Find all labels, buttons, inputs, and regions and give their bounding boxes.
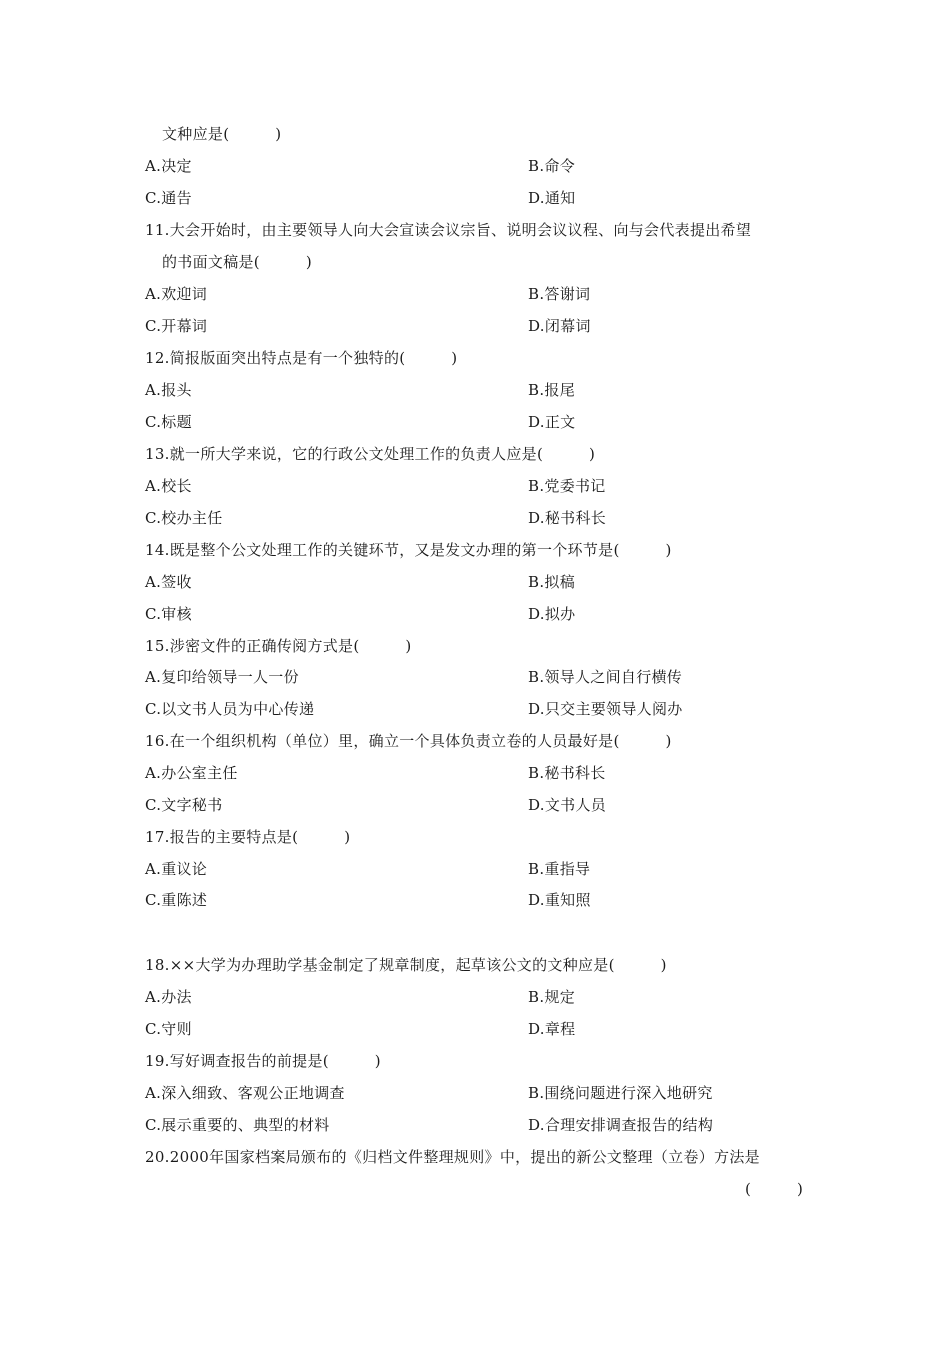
q10-option-d: D.通知: [528, 189, 576, 207]
q14-option-c: C.审核: [145, 605, 192, 623]
q11-stem-line2: 的书面文稿是( ): [162, 253, 313, 271]
q18-option-a: A.办法: [145, 988, 192, 1006]
q12-option-a: A.报头: [145, 381, 192, 399]
q13-option-c: C.校办主任: [145, 509, 223, 527]
q11-option-b: B.答谢词: [528, 285, 591, 303]
q13-option-b: B.党委书记: [528, 477, 606, 495]
q19-option-d: D.合理安排调查报告的结构: [528, 1116, 714, 1134]
q10-option-b: B.命令: [528, 157, 575, 175]
q12-option-b: B.报尾: [528, 381, 575, 399]
q19-stem: 19.写好调查报告的前提是( ): [145, 1052, 381, 1070]
q17-option-d: D.重知照: [528, 891, 591, 909]
q20-stem: 20.2000年国家档案局颁布的《归档文件整理规则》中，提出的新公文整理（立卷）方法是: [145, 1148, 760, 1166]
q16-stem: 16.在一个组织机构（单位）里，确立一个具体负责立卷的人员最好是( ): [145, 732, 672, 750]
q16-option-b: B.秘书科长: [528, 764, 606, 782]
q14-stem: 14.既是整个公文处理工作的关键环节，又是发文办理的第一个环节是( ): [145, 541, 672, 559]
q14-option-a: A.签收: [145, 573, 192, 591]
q11-option-c: C.开幕词: [145, 317, 208, 335]
q17-option-a: A.重议论: [145, 860, 208, 878]
q18-option-d: D.章程: [528, 1020, 576, 1038]
q20-answer-blank: ( ): [745, 1180, 804, 1198]
q15-stem: 15.涉密文件的正确传阅方式是( ): [145, 637, 412, 655]
q17-option-c: C.重陈述: [145, 891, 208, 909]
q12-stem: 12.简报版面突出特点是有一个独特的( ): [145, 349, 458, 367]
q10-option-a: A.决定: [145, 157, 192, 175]
q15-option-a: A.复印给领导一人一份: [145, 668, 299, 686]
q13-option-d: D.秘书科长: [528, 509, 607, 527]
q12-option-d: D.正文: [528, 413, 576, 431]
q12-option-c: C.标题: [145, 413, 192, 431]
q15-option-b: B.领导人之间自行横传: [528, 668, 683, 686]
q19-option-a: A.深入细致、客观公正地调查: [145, 1084, 345, 1102]
q14-option-b: B.拟稿: [528, 573, 575, 591]
q13-stem: 13.就一所大学来说，它的行政公文处理工作的负责人应是( ): [145, 445, 596, 463]
q16-option-a: A.办公室主任: [145, 764, 238, 782]
q11-option-a: A.欢迎词: [145, 285, 208, 303]
q18-option-c: C.守则: [145, 1020, 192, 1038]
q19-option-b: B.围绕问题进行深入地研究: [528, 1084, 713, 1102]
q16-option-c: C.文字秘书: [145, 796, 223, 814]
q10-stem-continued: 文种应是( ): [162, 125, 282, 143]
q18-stem: 18.××大学为办理助学基金制定了规章制度，起草该公文的文种应是( ): [145, 956, 667, 974]
q10-option-c: C.通告: [145, 189, 192, 207]
q17-option-b: B.重指导: [528, 860, 591, 878]
q14-option-d: D.拟办: [528, 605, 576, 623]
q16-option-d: D.文书人员: [528, 796, 607, 814]
q15-option-d: D.只交主要领导人阅办: [528, 700, 683, 718]
q18-option-b: B.规定: [528, 988, 575, 1006]
q17-stem: 17.报告的主要特点是( ): [145, 828, 351, 846]
q13-option-a: A.校长: [145, 477, 192, 495]
q11-option-d: D.闭幕词: [528, 317, 591, 335]
q15-option-c: C.以文书人员为中心传递: [145, 700, 315, 718]
q11-stem-line1: 11.大会开始时，由主要领导人向大会宣读会议宗旨、说明会议议程、向与会代表提出希望: [145, 221, 752, 239]
q19-option-c: C.展示重要的、典型的材料: [145, 1116, 330, 1134]
